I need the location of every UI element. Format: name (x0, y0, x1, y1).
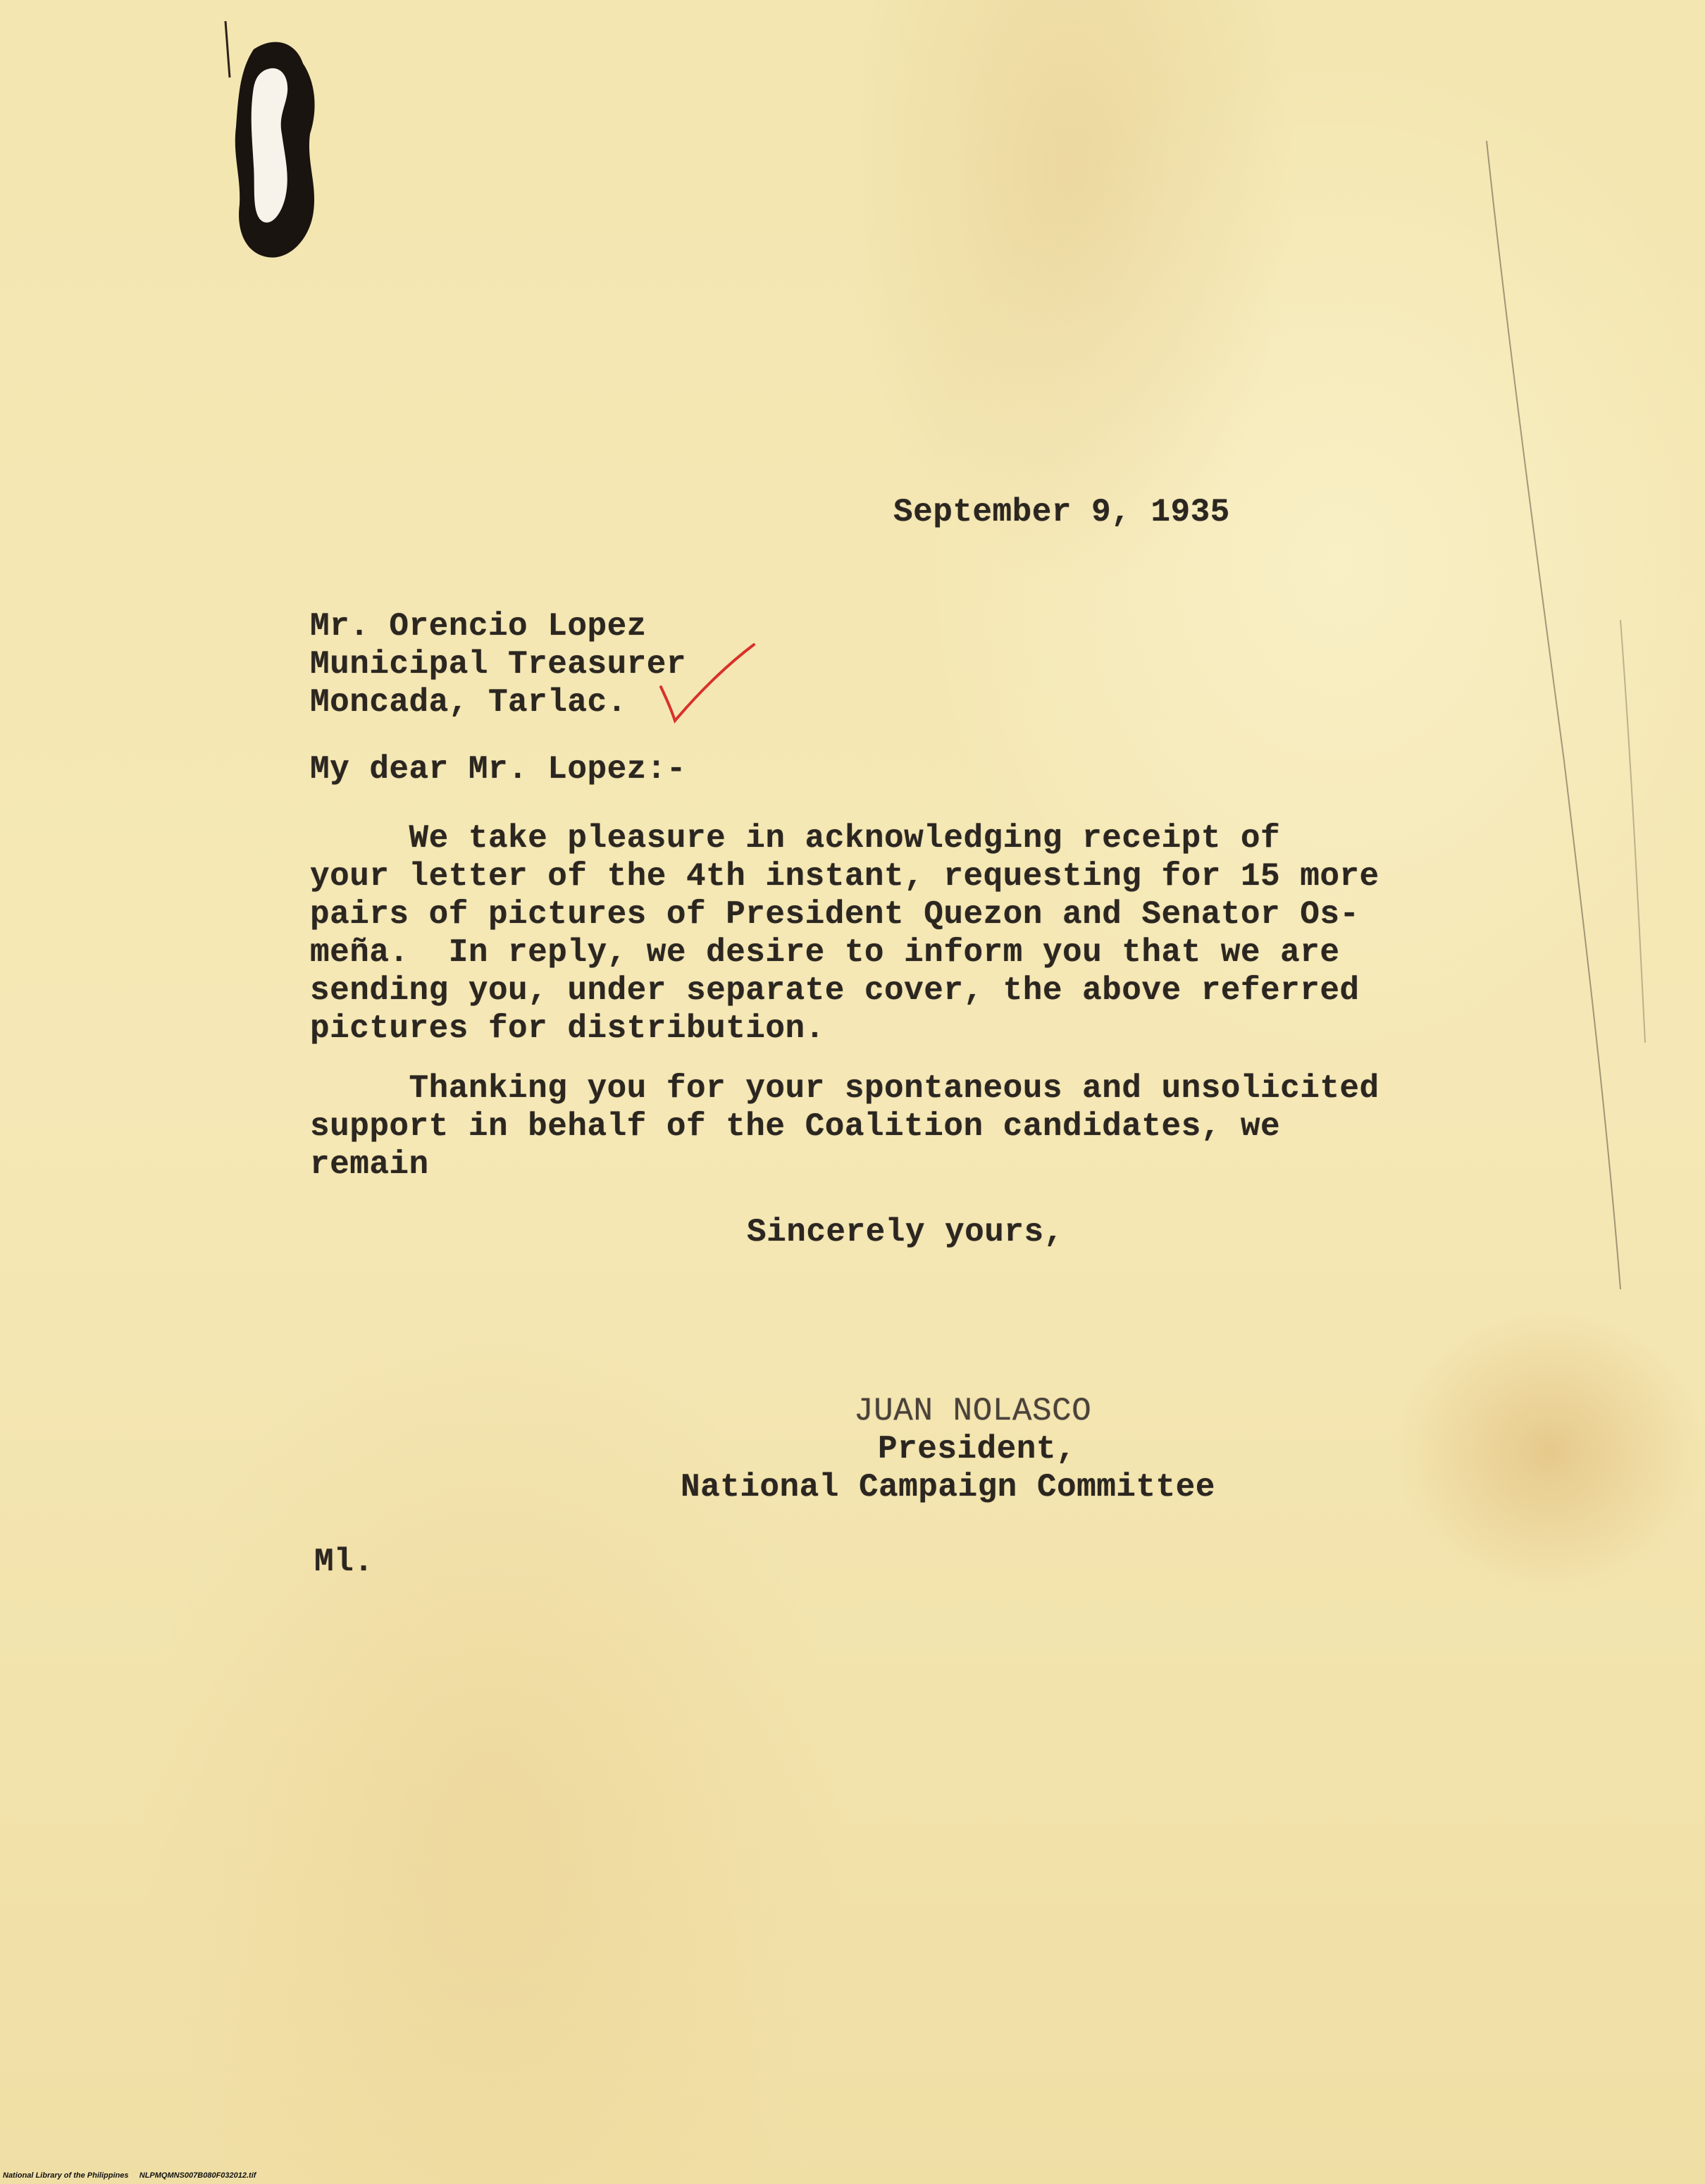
recipient-address (310, 607, 686, 721)
check-mark-icon (655, 638, 768, 729)
address-line: Mr. Orencio Lopez (310, 608, 647, 645)
letter-date: September 9, 1935 (893, 494, 1230, 531)
body-line: pairs of pictures of President Quezon and Senator Os- (310, 896, 1360, 933)
body-paragraph-2 (310, 1069, 1380, 1184)
body-line: We take pleasure in acknowledging receipt of (310, 820, 1281, 857)
address-line: Moncada, Tarlac. (310, 684, 627, 721)
signer-committee: National Campaign Committee (681, 1469, 1215, 1506)
typist-initials: Ml. (314, 1544, 374, 1580)
body-line: remain (310, 1146, 429, 1183)
paper-crease (1480, 127, 1663, 1324)
body-line: your letter of the 4th instant, requesting for 15 more (310, 858, 1380, 895)
closing: Sincerely yours, (747, 1214, 1064, 1251)
body-line: support in behalf of the Coalition candidates, we (310, 1108, 1281, 1145)
body-line: sending you, under separate cover, the above referred (310, 972, 1360, 1009)
signer-title: President, (878, 1431, 1077, 1468)
signer-name: JUAN NOLASCO (854, 1393, 1092, 1429)
burn-hole (211, 21, 338, 275)
archive-footer (3, 2171, 256, 2180)
salutation: My dear Mr. Lopez:- (310, 751, 686, 788)
body-paragraph-1 (310, 819, 1380, 1048)
address-line: Municipal Treasurer (310, 646, 686, 683)
body-line: meña. In reply, we desire to inform you that we are (310, 934, 1340, 971)
archive-name: National Library of the Philippines (3, 2171, 129, 2180)
body-line: Thanking you for your spontaneous and unsolicited (310, 1070, 1380, 1107)
file-name: NLPMQMNS007B080F032012.tif (139, 2171, 256, 2180)
body-line: pictures for distribution. (310, 1010, 825, 1047)
